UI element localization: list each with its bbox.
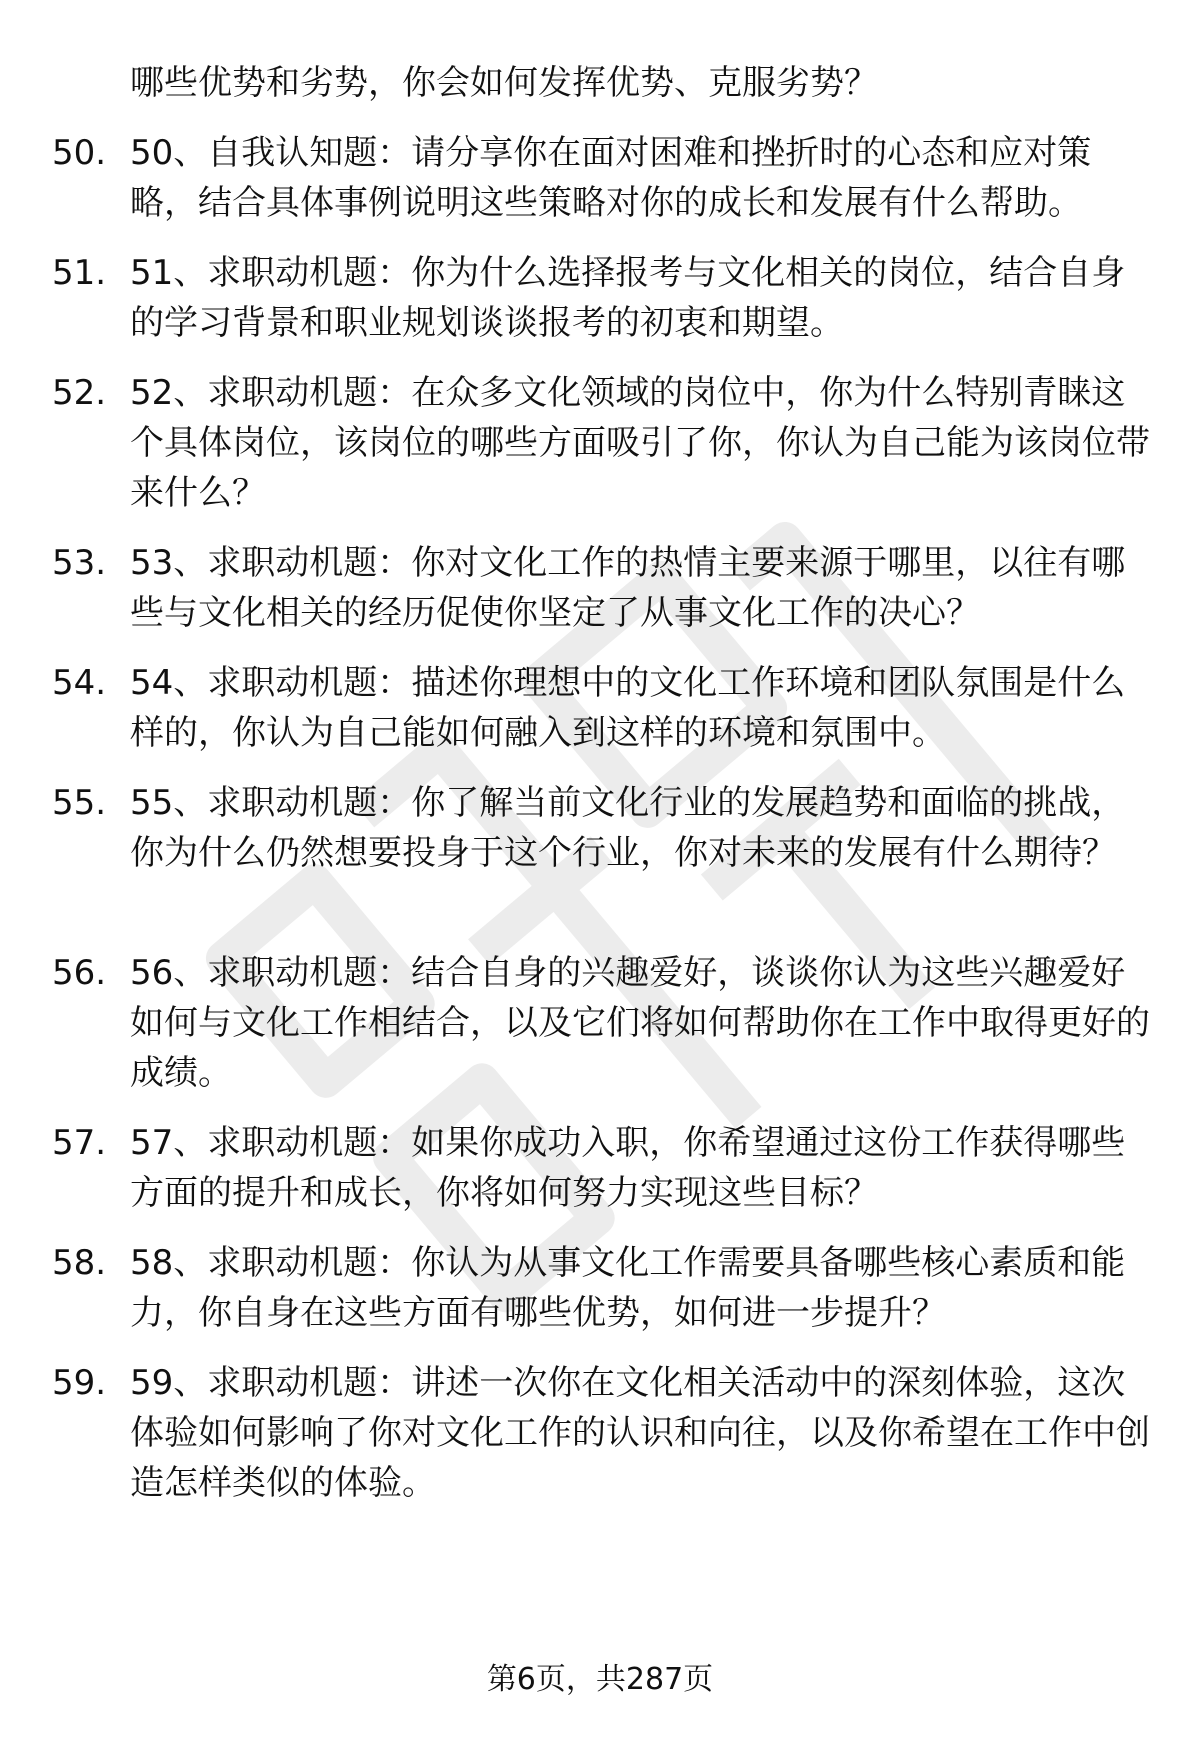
question-text: 50、自我认知题：请分享你在面对困难和挫折时的心态和应对策略，结合具体事例说明这些策略对你的成长和发展有什么帮助。 bbox=[130, 133, 1092, 223]
question-number: 53. bbox=[52, 543, 107, 583]
question-number: 57. bbox=[52, 1123, 107, 1163]
question-number: 59. bbox=[52, 1363, 107, 1403]
question-number: 58. bbox=[52, 1243, 107, 1283]
question-text: 59、求职动机题：讲述一次你在文化相关活动中的深刻体验，这次体验如何影响了你对文化工作的认识和向往，以及你希望在工作中创造怎样类似的体验。 bbox=[130, 1363, 1150, 1503]
question-text: 58、求职动机题：你认为从事文化工作需要具备哪些核心素质和能力，你自身在这些方面有哪些优势，如何进一步提升？ bbox=[130, 1243, 1126, 1333]
question-number: 52. bbox=[52, 373, 107, 413]
question-text: 56、求职动机题：结合自身的兴趣爱好，谈谈你认为这些兴趣爱好如何与文化工作相结合，以及它们将如何帮助你在工作中取得更好的成绩。 bbox=[130, 953, 1150, 1093]
question-number: 50. bbox=[52, 133, 107, 173]
question-text: 57、求职动机题：如果你成功入职，你希望通过这份工作获得哪些方面的提升和成长，你将如何努力实现这些目标？ bbox=[130, 1123, 1126, 1213]
question-number: 51. bbox=[52, 253, 107, 293]
page-footer: 第6页，共287页 bbox=[486, 1662, 714, 1697]
question-text: 51、求职动机题：你为什么选择报考与文化相关的岗位，结合自身的学习背景和职业规划谈谈报考的初衷和期望。 bbox=[130, 253, 1126, 343]
question-number: 56. bbox=[52, 953, 107, 993]
question-text: 55、求职动机题：你了解当前文化行业的发展趋势和面临的挑战，你为什么仍然想要投身于这个行业，你对未来的发展有什么期待？ bbox=[130, 783, 1126, 873]
continued-question-text: 哪些优势和劣势，你会如何发挥优势、克服劣势？ bbox=[130, 63, 878, 103]
question-number: 54. bbox=[52, 663, 107, 703]
question-text: 52、求职动机题：在众多文化领域的岗位中，你为什么特别青睐这个具体岗位，该岗位的哪些方面吸引了你，你认为自己能为该岗位带来什么？ bbox=[130, 373, 1150, 513]
question-number: 55. bbox=[52, 783, 107, 823]
question-text: 53、求职动机题：你对文化工作的热情主要来源于哪里，以往有哪些与文化相关的经历促使你坚定了从事文化工作的决心？ bbox=[130, 543, 1126, 633]
question-text: 54、求职动机题：描述你理想中的文化工作环境和团队氛围是什么样的，你认为自己能如何融入到这样的环境和氛围中。 bbox=[130, 663, 1126, 753]
